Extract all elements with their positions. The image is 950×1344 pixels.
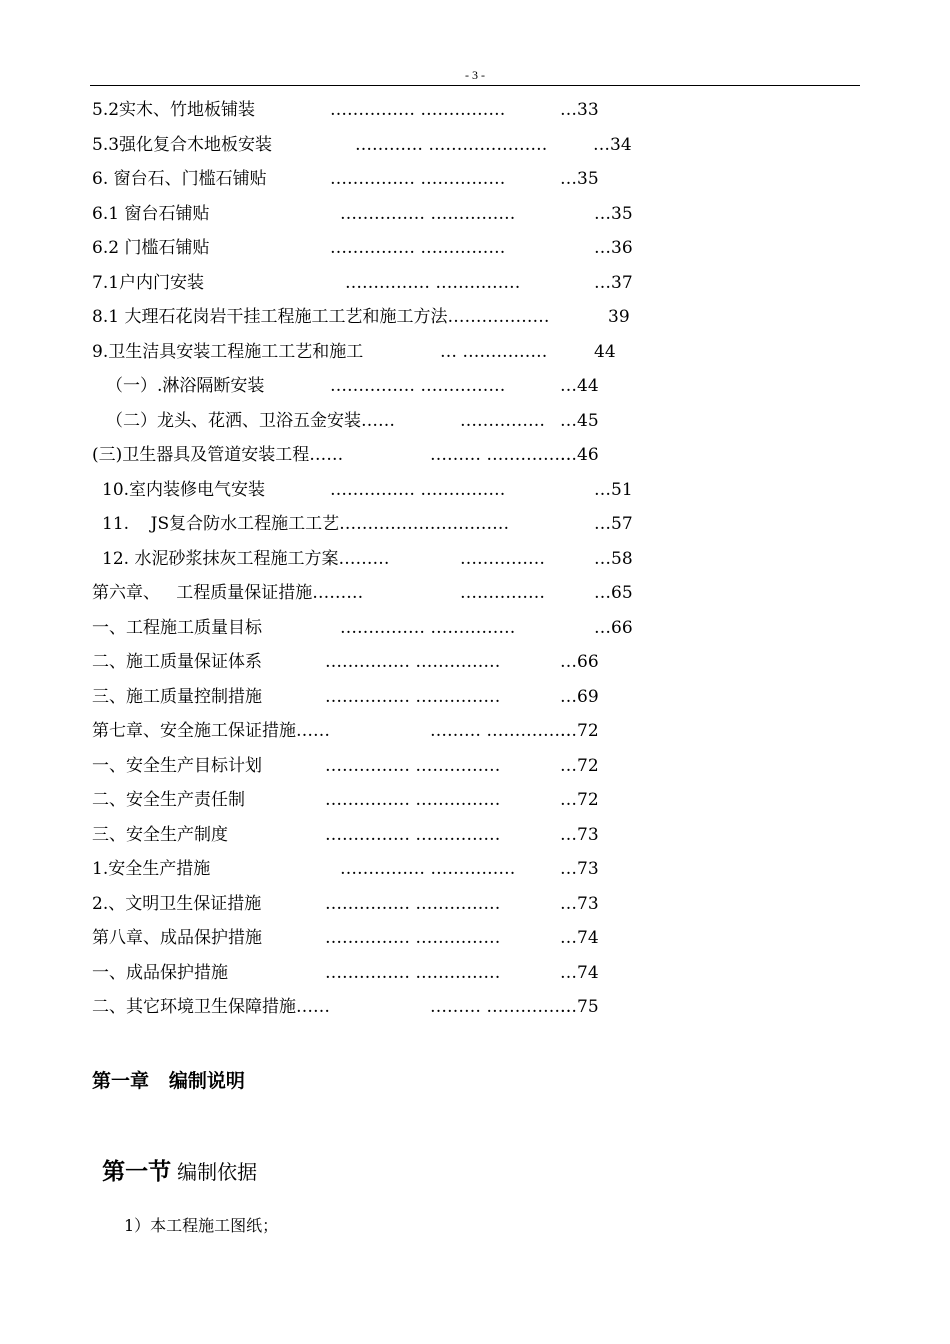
toc-entry-leader: …………… (460, 583, 545, 603)
toc-entry-leader: …………… …………… (330, 238, 506, 258)
toc-entry (0, 549, 950, 569)
toc-entry-label: 7.1户内门安装 (92, 272, 205, 293)
toc-entry-page: …51 (594, 479, 633, 500)
toc-entry-leader: …………… …………… (325, 893, 501, 914)
toc-entry-page: …66 (594, 617, 633, 638)
toc-entry-page: …74 (560, 962, 599, 983)
toc-entry-page: …57 (594, 514, 633, 534)
toc-entry-label: 第八章、成品保护措施 (92, 928, 262, 948)
toc-entry-leader: …………… …………… (330, 479, 506, 500)
toc-entry-label: 一、安全生产目标计划 (92, 755, 262, 776)
toc-entry-leader: ……… …………… (430, 721, 572, 741)
toc-entry-label: 2.、文明卫生保证措施 (92, 893, 262, 914)
toc-entry-leader: …………… …………… (325, 824, 501, 845)
body-list-item: 1）本工程施工图纸； (124, 1216, 279, 1235)
toc-entry-label: 一、工程施工质量目标 (92, 617, 262, 638)
toc-entry-leader: …………… (460, 548, 545, 569)
toc-entry (0, 342, 950, 362)
toc-entry (0, 721, 950, 741)
toc-entry-label: （二）龙头、花洒、卫浴五金安装…… (106, 410, 395, 431)
section-title: 编制依据 (177, 1160, 258, 1184)
toc-entry-leader: …………… …………… (325, 790, 501, 810)
toc-entry-label: 12. 水泥砂浆抹灰工程施工方案……… (102, 548, 390, 569)
toc-entry-leader: ………… ………………… (355, 134, 548, 155)
toc-entry-leader: …………… …………… (330, 169, 506, 189)
toc-entry (0, 894, 950, 914)
toc-entry-page: …72 (560, 721, 599, 741)
toc-entry-label: 10.室内装修电气安装 (102, 479, 266, 500)
toc-entry-label: 5.3强化复合木地板安装 (92, 134, 273, 155)
toc-entry (0, 825, 950, 845)
toc-entry-leader: ……… …………… (430, 445, 572, 465)
chapter-heading: 第一章 编制说明 (92, 1070, 245, 1092)
toc-entry (0, 411, 950, 431)
toc-entry-leader: …………… …………… (325, 755, 501, 776)
toc-entry (0, 480, 950, 500)
section-number: 第一节 (102, 1159, 172, 1185)
toc-entry-leader: …………… …………… (330, 376, 506, 396)
toc-entry (0, 135, 950, 155)
toc-entry-label: 6. 窗台石、门槛石铺贴 (92, 169, 267, 189)
toc-entry-page: …58 (594, 548, 633, 569)
toc-entry-label: 二、其它环境卫生保障措施…… (92, 997, 330, 1017)
toc-entry (0, 687, 950, 707)
toc-entry (0, 169, 950, 189)
toc-entry-leader: ……… …………… (430, 997, 572, 1017)
toc-entry-label: 第六章、 工程质量保证措施……… (92, 583, 364, 603)
toc-entry (0, 652, 950, 672)
toc-entry-page: …45 (560, 410, 599, 431)
toc-entry (0, 997, 950, 1017)
toc-entry-leader: …………… …………… (325, 686, 501, 707)
toc-entry (0, 445, 950, 465)
toc-entry-label: 6.2 门槛石铺贴 (92, 238, 210, 258)
toc-entry-label: 三、施工质量控制措施 (92, 686, 262, 707)
toc-entry-page: …74 (560, 928, 599, 948)
section-heading (92, 1134, 257, 1186)
toc-entry (0, 756, 950, 776)
toc-entry-leader: …………… …………… (325, 652, 501, 672)
toc-entry-label: 1.安全生产措施 (92, 859, 211, 879)
toc-entry-label: 三、安全生产制度 (92, 824, 228, 845)
toc-entry-label: 9.卫生洁具安装工程施工工艺和施工 (92, 341, 364, 362)
toc-entry-leader: …………… …………… (340, 859, 516, 879)
toc-entry (0, 928, 950, 948)
toc-entry-page: …35 (560, 169, 599, 189)
toc-entry-page: …46 (560, 445, 599, 465)
toc-entry (0, 963, 950, 983)
toc-entry-page: …66 (560, 652, 599, 672)
toc-entry-page: …37 (594, 272, 633, 293)
toc-entry (0, 204, 950, 224)
toc-entry-leader: …………… …………… (330, 100, 506, 120)
toc-entry-label: 二、施工质量保证体系 (92, 652, 262, 672)
toc-entry-label: 8.1 大理石花岗岩干挂工程施工工艺和施工方法……………… (92, 307, 550, 327)
toc-entry-page: …36 (594, 238, 633, 258)
toc-entry (0, 618, 950, 638)
header-rule (90, 85, 860, 86)
toc-entry-page: …75 (560, 997, 599, 1017)
toc-entry-label: 6.1 窗台石铺贴 (92, 203, 210, 224)
toc-entry-label: (三)卫生器具及管道安装工程…… (92, 445, 344, 465)
toc-entry-label: 一、成品保护措施 (92, 962, 228, 983)
toc-entry-page: 44 (594, 341, 616, 362)
toc-entry-page: …65 (594, 583, 633, 603)
toc-entry-label: 11. JS复合防水工程施工工艺………………………… (102, 514, 510, 534)
toc-entry-label: 5.2实木、竹地板铺装 (92, 100, 256, 120)
toc-entry-page: …73 (560, 824, 599, 845)
toc-entry-label: 第七章、安全施工保证措施…… (92, 721, 330, 741)
toc-entry (0, 514, 950, 534)
toc-entry-page: …35 (594, 203, 633, 224)
toc-entry-page: …73 (560, 859, 599, 879)
toc-entry (0, 859, 950, 879)
toc-entry-page: …69 (560, 686, 599, 707)
toc-entry (0, 238, 950, 258)
toc-entry-page: …73 (560, 893, 599, 914)
page-number: - 3 - (465, 68, 485, 82)
toc-entry-page: …44 (560, 376, 599, 396)
toc-entry-leader: …………… …………… (325, 928, 501, 948)
toc-entry-leader: …………… …………… (345, 272, 521, 293)
toc-entry (0, 273, 950, 293)
toc-entry-leader: …………… (460, 410, 545, 431)
toc-entry (0, 583, 950, 603)
toc-entry-label: 二、安全生产责任制 (92, 790, 245, 810)
toc-entry-leader: …………… …………… (340, 203, 516, 224)
toc-entry-page: …33 (560, 100, 599, 120)
toc-entry (0, 100, 950, 120)
toc-entry-page: …72 (560, 755, 599, 776)
toc-entry-label: （一）.淋浴隔断安装 (106, 376, 265, 396)
toc-entry (0, 307, 950, 327)
toc-entry-leader: …………… …………… (325, 962, 501, 983)
toc-entry-leader: …………… …………… (340, 617, 516, 638)
toc-entry-leader: … …………… (440, 341, 548, 362)
toc-entry-page: …72 (560, 790, 599, 810)
toc-entry (0, 790, 950, 810)
toc-entry-page: 39 (608, 307, 630, 327)
toc-entry-page: …34 (593, 134, 632, 155)
toc-entry (0, 376, 950, 396)
